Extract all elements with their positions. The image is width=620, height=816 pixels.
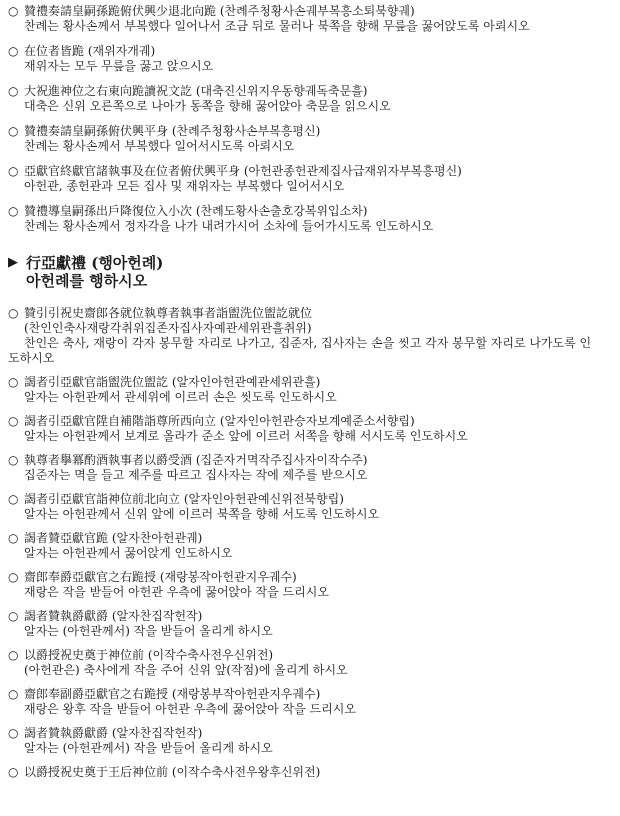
entry-hanja-text: 大祝進神位之右東向跪讀祝文訖 (대축진신위지우동향궤독축문흘) (24, 84, 368, 98)
entry-korean-text: 집준자는 멱을 들고 제주를 따르고 집사자는 작에 제주를 받으시오 (24, 468, 368, 482)
ritual-entry (8, 570, 610, 600)
section-1-list (8, 4, 610, 234)
ritual-entry (8, 648, 610, 678)
entry-korean-text: 알자는 아헌관께서 관세위에 이르러 손은 씻도록 인도하시오 (24, 390, 337, 404)
ritual-entry (8, 164, 610, 194)
ritual-entry (8, 414, 610, 444)
section-2-list (8, 306, 610, 780)
entry-korean-text: 알자는 (아헌관께서) 작을 받들어 올리게 하시오 (24, 741, 273, 755)
ritual-entry (8, 687, 610, 717)
ritual-entry (8, 124, 610, 154)
triangle-marker-icon: ▶ (8, 255, 18, 270)
entry-korean-text: 알자는 아헌관께서 신위 앞에 이르러 북쪽을 향해 서도록 인도하시오 (24, 507, 380, 521)
entry-hanja-text: 在位者皆跪 (재위자개궤) (24, 44, 156, 58)
circle-bullet-icon: ○ (8, 124, 19, 138)
circle-bullet-icon: ○ (8, 44, 19, 58)
circle-bullet-icon: ○ (8, 84, 19, 98)
section-title: 行亞獻禮 (행아헌례) (26, 254, 164, 272)
entry-hanja-text: 贊禮奏請皇嗣孫跪俯伏興少退北向跪 (찬례주청황사손궤부복흥소퇴북향궤) (24, 4, 415, 18)
entry-korean-text: (찬인인축사재랑각취위집존자집사자예관세위관흘취위) (24, 321, 312, 335)
circle-bullet-icon: ○ (8, 765, 19, 779)
circle-bullet-icon: ○ (8, 204, 19, 218)
circle-bullet-icon: ○ (8, 414, 19, 428)
entry-hanja-text: 贊引引祝史齋郎各就位執尊者執事者詣盥洗位盥訖就位 (24, 306, 313, 320)
ritual-entry (8, 375, 610, 405)
entry-korean-text: 알자는 아헌관께서 꿇어앉게 인도하시오 (24, 546, 233, 560)
entry-korean-text: 재랑은 왕후 작을 받들어 아헌관 우측에 꿇어앉아 작을 드리시오 (24, 702, 356, 716)
circle-bullet-icon: ○ (8, 492, 19, 506)
circle-bullet-icon: ○ (8, 453, 19, 467)
circle-bullet-icon: ○ (8, 531, 19, 545)
entry-hanja-text: 謁者引亞獻官詣神位前北向立 (알자인아헌관예신위전북향립) (24, 492, 344, 506)
entry-hanja-text: 謁者贊執爵獻爵 (알자찬집작헌작) (24, 726, 203, 740)
entry-continuation-text: 도하시오 (8, 351, 55, 365)
ritual-entry (8, 609, 610, 639)
entry-hanja-text: 亞獻官終獻官諸執事及在位者俯伏興平身 (아헌관종헌관제집사급재위자부복흥평신) (24, 164, 462, 178)
entry-hanja-text: 贊禮奏請皇嗣孫俯伏興平身 (찬례주청황사손부복흥평신) (24, 124, 321, 138)
ritual-entry (8, 726, 610, 756)
entry-hanja-text: 謁者贊亞獻官跪 (알자찬아헌관궤) (24, 531, 203, 545)
ritual-entry (8, 4, 610, 34)
ritual-entry (8, 306, 610, 366)
ritual-entry (8, 453, 610, 483)
entry-korean-text: 아헌관, 종헌관과 모든 집사 및 재위자는 부복했다 일어서시오 (24, 179, 345, 193)
section-subtitle: 아헌례를 행하시오 (26, 272, 148, 290)
entry-korean-text: 알자는 아헌관께서 보계로 올라가 준소 앞에 이르러 서쪽을 향해 서시도록 인도하시오 (24, 429, 468, 443)
ritual-entry (8, 492, 610, 522)
ritual-entry (8, 765, 610, 780)
section-heading (8, 254, 610, 290)
entry-korean-text: 재랑은 작을 받들어 아헌관 우측에 꿇어앉아 작을 드리시오 (24, 585, 329, 599)
circle-bullet-icon: ○ (8, 570, 19, 584)
entry-korean-text: 알자는 (아헌관께서) 작을 받들어 올리게 하시오 (24, 624, 273, 638)
circle-bullet-icon: ○ (8, 164, 19, 178)
circle-bullet-icon: ○ (8, 609, 19, 623)
ritual-entry (8, 531, 610, 561)
ritual-entry (8, 84, 610, 114)
entry-korean-text: 대축은 신위 오른쪽으로 나아가 동쪽을 향해 꿇어앉아 축문을 읽으시오 (24, 99, 391, 113)
entry-korean-text: 찬례는 황사손께서 부복했다 일어나서 조금 뒤로 물러나 북쪽을 향해 무릎을 꿇어앉도록 아뢰시오 (24, 19, 530, 33)
circle-bullet-icon: ○ (8, 4, 19, 18)
entry-hanja-text: 以爵授祝史奠于王后神位前 (이작수축사전우왕후신위전) (24, 765, 321, 779)
entry-hanja-text: 以爵授祝史奠于神位前 (이작수축사전우신위전) (24, 648, 274, 662)
entry-korean-text: (아헌관은) 축사에게 작을 주어 신위 앞(작점)에 올리게 하시오 (24, 663, 348, 677)
circle-bullet-icon: ○ (8, 375, 19, 389)
circle-bullet-icon: ○ (8, 648, 19, 662)
entry-korean-text: 찬례는 황사손께서 부복했다 일어서시도록 아뢰시오 (24, 139, 295, 153)
entry-hanja-text: 謁者引亞獻官陞自補階詣尊所西向立 (알자인아헌관승자보계예준소서향립) (24, 414, 415, 428)
circle-bullet-icon: ○ (8, 306, 19, 320)
entry-hanja-text: 謁者贊執爵獻爵 (알자찬집작헌작) (24, 609, 203, 623)
entry-hanja-text: 贊禮導皇嗣孫出戶降復位入小次 (찬례도황사손출호강복위입소차) (24, 204, 368, 218)
entry-korean-text: 찬인은 축사, 재랑이 각자 봉무할 자리로 나가고, 집준자, 집사자는 손을 씻고 각자 봉무할 자리로 나가도록 인 (24, 336, 592, 350)
entry-korean-text: 찬례는 황사손께서 정자각을 나가 내려가시어 소차에 들어가시도록 인도하시오 (24, 219, 434, 233)
circle-bullet-icon: ○ (8, 726, 19, 740)
entry-hanja-text: 齋郎奉爵亞獻官之右跪授 (재랑봉작아헌관지우궤수) (24, 570, 297, 584)
entry-hanja-text: 齋郎奉副爵亞獻官之右跪授 (재랑봉부작아헌관지우궤수) (24, 687, 321, 701)
entry-hanja-text: 謁者引亞獻官詣盥洗位盥訖 (알자인아헌관예관세위관흘) (24, 375, 321, 389)
ritual-entry (8, 44, 610, 74)
ritual-entry (8, 204, 610, 234)
entry-korean-text: 재위자는 모두 무릎을 꿇고 앉으시오 (24, 59, 214, 73)
entry-hanja-text: 執尊者擧冪酌酒執事者以爵受酒 (집준자거멱작주집사자이작수주) (24, 453, 368, 467)
circle-bullet-icon: ○ (8, 687, 19, 701)
